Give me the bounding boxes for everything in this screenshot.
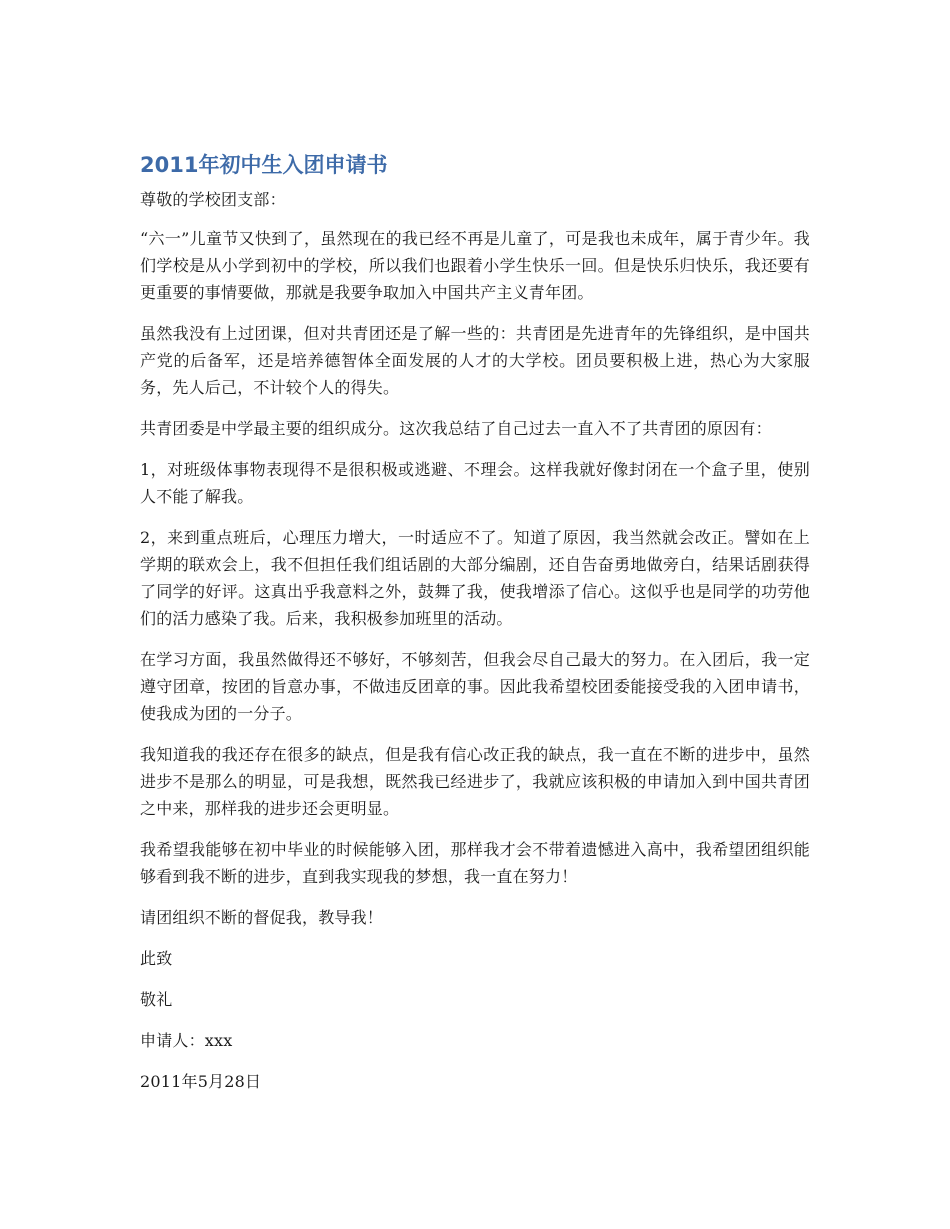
document-title: 2011年初中生入团申请书 <box>140 153 388 177</box>
body-paragraph-8: 我希望我能够在初中毕业的时候能够入团，那样我才会不带着遗憾进入高中，我希望团组织能够看到我不断的进步，直到我实现我的梦想，我一直在努力！ <box>140 840 810 886</box>
body-paragraph-7: 我知道我的我还存在很多的缺点，但是我有信心改正我的缺点，我一直在不断的进步中，虽然进步不是那么的明显，可是我想，既然我已经进步了，我就应该积极的申请加入到中国共青团之中来，那样我的进步还会更明显。 <box>140 745 810 818</box>
body-paragraph-5: 2，来到重点班后，心理压力增大，一时适应不了。知道了原因，我当然就会改正。譬如在上学期的联欢会上，我不但担任我们组话剧的大部分编剧，还自告奋勇地做旁白，结果话剧获得了同学的好评。这真出乎我意料之外，鼓舞了我，使我增添了信心。这似乎也是同学的功劳他们的活力感染了我。后来，我积极参加班里的活动。 <box>140 528 810 628</box>
body-paragraph-2: 虽然我没有上过团课，但对共青团还是了解一些的：共青团是先进青年的先锋组织，是中国共产党的后备军，还是培养德智体全面发展的人才的大学校。团员要积极上进，热心为大家服务，先人后己，不计较个人的得失。 <box>140 324 810 397</box>
document-page <box>140 150 810 1109</box>
body-paragraph-9: 请团组织不断的督促我，教导我！ <box>140 908 384 927</box>
date-line: 2011年5月28日 <box>140 1072 262 1091</box>
body-paragraph-1: “六一”儿童节又快到了，虽然现在的我已经不再是儿童了，可是我也未成年，属于青少年。我们学校是从小学到初中的学校，所以我们也跟着小学生快乐一回。但是快乐归快乐，我还要有更重要的事情要做，那就是我要争取加入中国共产主义青年团。 <box>140 229 810 302</box>
applicant-line: 申请人：xxx <box>140 1031 233 1050</box>
body-paragraph-6: 在学习方面，我虽然做得还不够好，不够刻苦，但我会尽自己最大的努力。在入团后，我一定遵守团章，按团的旨意办事，不做违反团章的事。因此我希望校团委能接受我的入团申请书，使我成为团的一分子。 <box>140 650 810 723</box>
body-paragraph-4: 1，对班级体事物表现得不是很积极或逃避、不理会。这样我就好像封闭在一个盒子里，使别人不能了解我。 <box>140 460 810 506</box>
body-paragraph-3: 共青团委是中学最主要的组织成分。这次我总结了自己过去一直入不了共青团的原因有： <box>140 419 772 438</box>
regards-line: 敬礼 <box>140 990 173 1009</box>
closing-line: 此致 <box>140 949 173 968</box>
salutation: 尊敬的学校团支部： <box>140 190 286 209</box>
